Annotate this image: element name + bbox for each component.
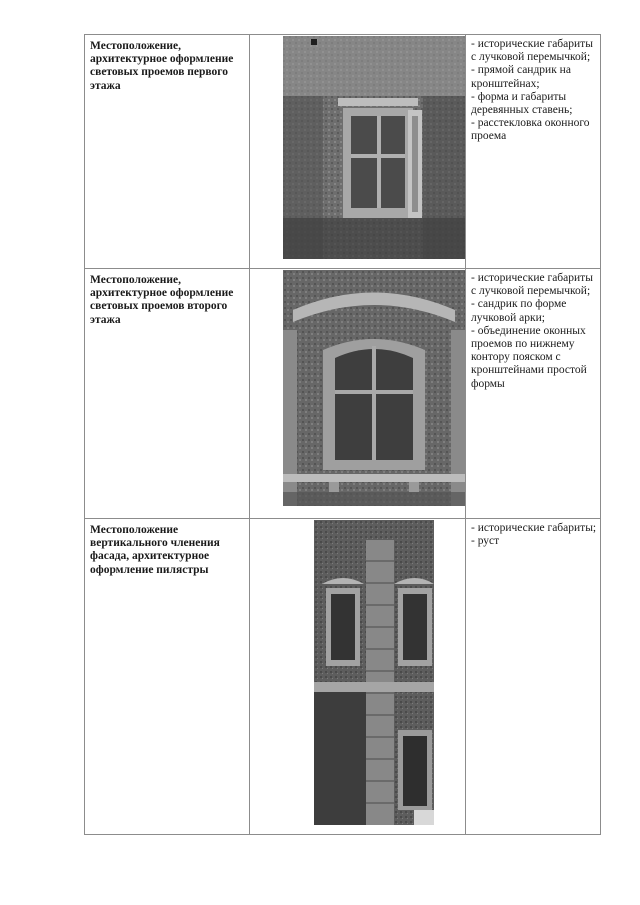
feature-item: - прямой сандрик на кронштейнах; bbox=[471, 64, 571, 90]
first-floor-window-photo bbox=[283, 36, 465, 259]
feature-item: - исторические габариты с лучковой перемычкой; bbox=[471, 38, 593, 64]
photo-cell bbox=[250, 35, 466, 269]
feature-item: - сандрик по форме лучковой арки; bbox=[471, 298, 567, 324]
element-description: Местоположение, архитектурное оформление световых проемов первого этажа bbox=[90, 40, 234, 92]
features-list bbox=[466, 35, 600, 144]
architectural-elements-table bbox=[84, 34, 601, 835]
features-list bbox=[466, 519, 600, 548]
pilaster-facade-photo bbox=[314, 520, 434, 825]
photo-cell bbox=[250, 269, 466, 519]
second-floor-window-photo bbox=[283, 270, 465, 506]
table-row bbox=[85, 269, 601, 519]
features-cell bbox=[466, 519, 601, 835]
feature-item: - расстекловка оконного проема bbox=[471, 117, 590, 143]
table-row bbox=[85, 35, 601, 269]
element-description: Местоположение, архитектурное оформление световых проемов второго этажа bbox=[90, 274, 234, 326]
feature-item: - исторические габариты с лучковой перемычкой; bbox=[471, 272, 593, 298]
element-description-cell bbox=[85, 35, 250, 269]
element-description-cell bbox=[85, 519, 250, 835]
features-list bbox=[466, 269, 600, 391]
feature-item: - объединение оконных проемов по нижнему контору пояском с кронштейнами простой формы bbox=[471, 324, 587, 390]
photo-cell bbox=[250, 519, 466, 835]
element-description-cell bbox=[85, 269, 250, 519]
features-cell bbox=[466, 35, 601, 269]
feature-item: - руст bbox=[471, 535, 500, 548]
feature-item: - форма и габариты деревянных ставень; bbox=[471, 90, 573, 117]
table-row bbox=[85, 519, 601, 835]
feature-item: - исторические габариты; bbox=[471, 522, 597, 534]
element-description: Местоположение вертикального членения фасада, архитектурное оформление пилястры bbox=[90, 524, 220, 576]
features-cell bbox=[466, 269, 601, 519]
